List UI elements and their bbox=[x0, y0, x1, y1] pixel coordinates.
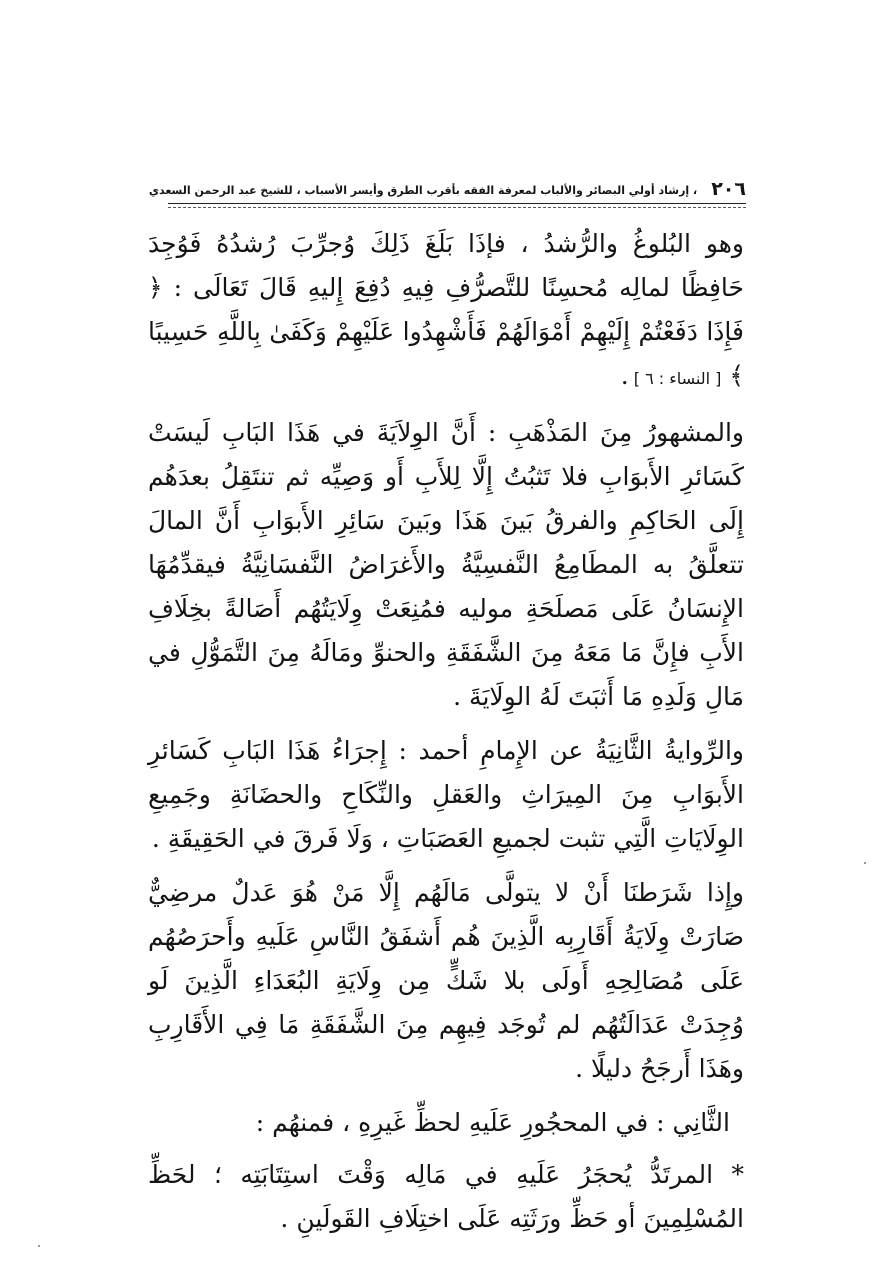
paragraph-1 bbox=[148, 222, 744, 401]
section-heading: الثَّانِي : في المحجُورِ عَلَيهِ لحظِّ غَيرِهِ ، فمنهُم : bbox=[255, 1108, 730, 1137]
scan-speck bbox=[38, 1245, 40, 1247]
paragraph-1-text: وهو البُلوغُ والرُّشدُ ، فإذَا بَلَغَ ذَلِكَ وُجرِّبَ رُشدُهُ فَوُجِدَ حَافِظًا لمالِه مُحسِنًا للتَّصرُّفِ فِيهِ دُفِعَ إِليهِ قَالَ تَعَالَى : bbox=[148, 229, 744, 302]
bullet-paragraph: * المرتَدُّ يُحجَرُ عَلَيهِ في مَالِه وَقْتَ استِتَابَتِه ؛ لحَظِّ المُسْلِمِينَ أو حَظِّ ورَثَتِه عَلَى اختِلَافِ القَولَينِ . bbox=[148, 1160, 744, 1233]
page-header bbox=[148, 176, 746, 200]
paragraph-1-end: . bbox=[620, 361, 629, 390]
running-title: ، إرشاد أولي البصائر والألباب لمعرفة الفقه بأقرب الطرق وأيسر الأسباب ، للشيخ عبد الرحمن السعدي bbox=[148, 184, 698, 197]
body-text bbox=[148, 222, 744, 1251]
header-rule-dashed bbox=[168, 207, 746, 208]
scan-speck bbox=[864, 862, 866, 864]
page-number: ٢٠٦ bbox=[711, 178, 746, 200]
verse-reference: [ النساء : ٦ ] bbox=[628, 369, 722, 388]
paragraph-3: والرِّوايةُ الثَّانِيَةُ عن الإِمامِ أحمد : إِجرَاءُ هَذَا البَابِ كَسَائرِ الأَبوَابِ مِنَ المِيرَاثِ والعَقلِ والنِّكَاحِ والحضَانَةِ وجَمِيعِ الوِلَايَاتِ الَّتِي تثبت لجميعِ العَصَبَاتِ ، وَلَا فَرقَ في الحَقِيقَةِ . bbox=[148, 736, 744, 853]
header-rule bbox=[168, 203, 746, 204]
quran-verse: ﴿ فَإِذَا دَفَعْتُمْ إِلَيْهِمْ أَمْوَالَهُمْ فَأَشْهِدُوا عَلَيْهِمْ وَكَفَىٰ بِاللَّهِ حَسِيبًا ﴾ bbox=[148, 273, 744, 390]
paragraph-4: وإِذا شَرَطنَا أَنْ لا يتولَّى مَالَهُم إِلَّا مَنْ هُوَ عَدلٌ مرضِيٌّ صَارَتْ وِلَايَةُ أَقَارِبِه الَّذِينَ هُم أَشفَقُ النَّاسِ عَلَيهِ وأَحرَصُهُم عَلَى مُصَالِحِهِ أَولَى بلا شَكٍّ مِن وِلَايَةِ البُعَدَاءِ الَّذِينَ لَو وُجِدَتْ عَدَالَتُهُم لم تُوجَد فِيهِم مِنَ الشَّفَقَةِ مَا فِي الأَقَارِبِ وهَذَا أَرجَحُ دليلًا . bbox=[148, 878, 744, 1083]
paragraph-2: والمشهورُ مِنَ المَذْهَبِ : أَنَّ الوِلاَيَةَ في هَذَا البَابِ لَيسَتْ كَسَائرِ الأَبوَابِ فلا تَثبُتُ إِلَّا لِلأَبِ أَو وَصِيِّه ثم تنتَقِلُ بعدَهُم إِلَى الحَاكِمِ والفرقُ بَينَ هَذَا وبَينَ سَائِرِ الأَبوَابِ أَنَّ المالَ تتعلَّقُ به المطَامِعُ النَّفسِيَّةُ والأَغرَاضُ النَّفسَانِيَّةُ فيقدِّمُهَا الإِنسَانُ عَلَى مَصلَحَةِ موليه فمُنِعَتْ وِلَايَتُهُم أَصَالةً بخِلَافِ الأَبِ فإِنَّ مَا مَعَهُ مِنَ الشَّفَقَةِ والحنوِّ ومَالَهُ مِنَ التَّمَوُّلِ في مَالِ وَلَدِهِ مَا أَثبَتَ لَهُ الوِلَايَةَ . bbox=[148, 418, 744, 711]
